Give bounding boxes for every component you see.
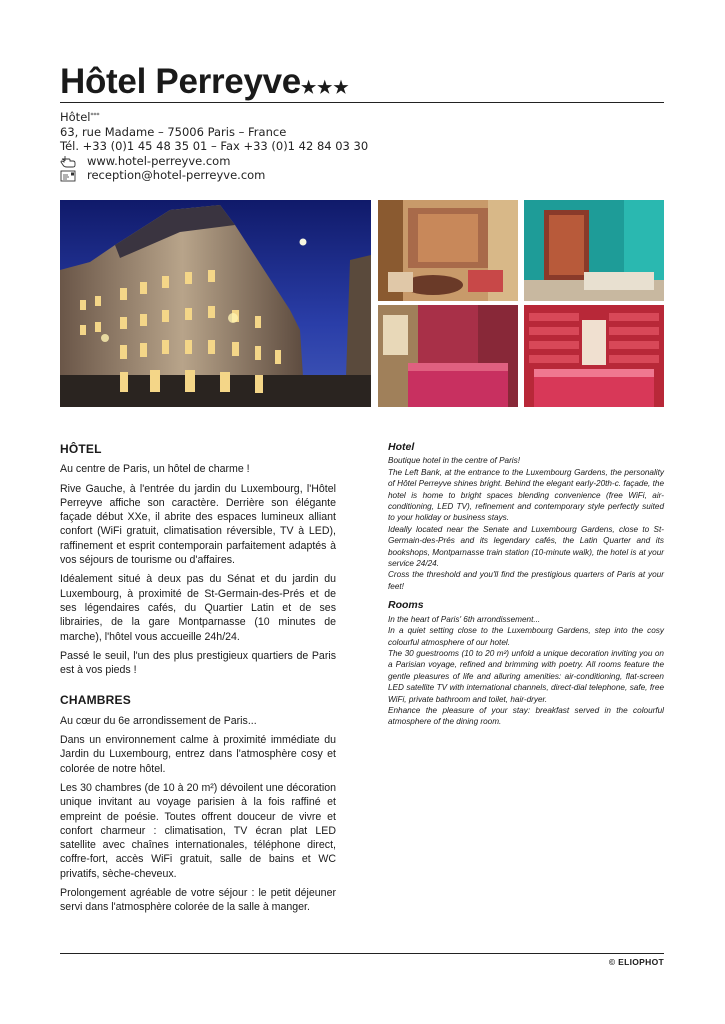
envelope-icon [60,169,78,181]
top-divider [60,102,664,103]
teal-room-photo [524,200,664,301]
category-line [60,110,368,125]
lounge-photo [378,200,518,301]
phone-fax-line: Tél. +33 (0)1 45 48 35 01 – Fax +33 (0)1 42 84 03 30 [60,139,369,153]
category-stars: *** [90,112,100,119]
rooms-paragraph-1-fr: Au cœur du 6e arrondissement de Paris... [60,714,257,727]
english-column [388,442,664,728]
photo-credit: © ELIOPHOT [608,957,664,967]
hotel-name: Hôtel Perreyve [60,62,301,101]
hotel-paragraph-3-fr: Idéalement situé à deux pas du Sénat et du jardin du Luxembourg, à proximité de St-Germain-des-Prés et de ses légendaires cafés, du Quartier Latin et de ses librairies, de la gare Montparnasse (10 minutes de marche), l'hôtel vous accueille 24h/24. [60,573,336,643]
pointing-hand-icon [60,155,78,167]
hotel-heading-fr: HÔTEL [60,442,102,456]
address-line: 63, rue Madame – 75006 Paris – France [60,124,287,139]
hotel-paragraph-4-en: Cross the threshold and you'll find the prestigious quarters of Paris at your feet! [388,570,664,591]
website-line[interactable] [60,154,368,169]
email-link[interactable]: reception@hotel-perreyve.com [87,168,266,182]
rooms-paragraph-3-fr: Les 30 chambres (de 10 à 20 m²) dévoilent une décoration unique invitant au voyage parisien à la fois raffiné et empreint de poésie. Toutes offrent douceur de vivre et confort charmeur : climatisation, TV écran plat LED satellite avec chaînes internationales, téléphone direct, coffre-fort, accès WiFi gratuit, salle de bains et WC privatifs, sèche-cheveux. [60,781,336,880]
hotel-paragraph-2-en: The Left Bank, at the entrance to the Luxembourg Gardens, the personality of Hôtel Perreyve shines bright. Behind the elegant early-20th-c. façade, the hotel is home to bright spaces blending convenience (free WiFi, air-conditioning, LED TV), refinement and contemporary style perfectly suited to your holiday or business stays. [388,467,664,523]
category-label: Hôtel [60,110,91,124]
contact-block [60,110,368,183]
hotel-paragraph-1-fr: Au centre de Paris, un hôtel de charme ! [60,463,250,476]
rooms-paragraph-4-en: Enhance the pleasure of your stay: breakfast served in the colourful atmosphere of the dining room. [388,705,664,727]
rooms-heading-en: Rooms [388,599,424,612]
rooms-paragraph-2-fr: Dans un environnement calme à proximité immédiate du Jardin du Luxembourg, entrez dans l'atmosphère cosy et colorée de notre hôtel. [60,734,336,775]
library-wallpaper-room-photo [524,305,664,407]
pink-bedroom-photo [378,305,518,407]
rooms-paragraph-2-en: In a quiet setting close to the Luxembourg Gardens, step into the cosy colourful atmosphere of our hotel. [388,626,664,647]
rooms-paragraph-1-en: In the heart of Paris' 6th arrondissement... [388,614,541,624]
website-link[interactable]: www.hotel-perreyve.com [87,153,231,168]
facade-night-photo [60,200,371,407]
rooms-heading-fr: CHAMBRES [60,693,131,708]
hotel-paragraph-3-en: Ideally located near the Senate and Luxembourg Gardens, close to St-Germain-des-Prés and its legendary cafés, the Latin Quarter and its bookshops, Montparnasse train station (10-minute walk), the hotel is at your service 24/24. [388,524,664,569]
hotel-title [60,62,350,102]
rooms-paragraph-4-fr: Prolongement agréable de votre séjour : le petit déjeuner servi dans l'atmosphère colorée de la salle à manger. [60,887,336,914]
hotel-paragraph-1-en: Boutique hotel in the centre of Paris! [388,456,520,466]
rooms-paragraph-3-en: The 30 guestrooms (10 to 20 m²) unfold a unique decoration inviting you on a Parisian voyage, refined and brimming with poetry. All rooms feature the gentle pleasures of life and alluring amenities: air-conditioning, flat-screen LED satellite TV with international channels, direct-dial telephone, safe, free WiFi, private bathroom and toilet, hair-dryer. [388,648,664,704]
star-rating: ★★★ [300,78,350,97]
hotel-heading-en: Hotel [388,441,415,453]
bottom-divider [60,953,664,954]
hotel-paragraph-2-fr: Rive Gauche, à l'entrée du jardin du Luxembourg, l'Hôtel Perreyve affiche son caractère. Derrière son élégante façade début XXe, il abrite des espaces lumineux alliant confort (WiFi gratuit, climatisation réversible, TV à LED), raffinement et esprit contemporain parfaitement adaptés à vos séjours de tourisme ou d'affaires. [60,482,336,567]
french-column [60,442,336,920]
email-line[interactable] [60,168,368,183]
hotel-paragraph-4-fr: Passé le seuil, l'un des plus prestigieux quartiers de Paris est à vos pieds ! [60,649,336,677]
